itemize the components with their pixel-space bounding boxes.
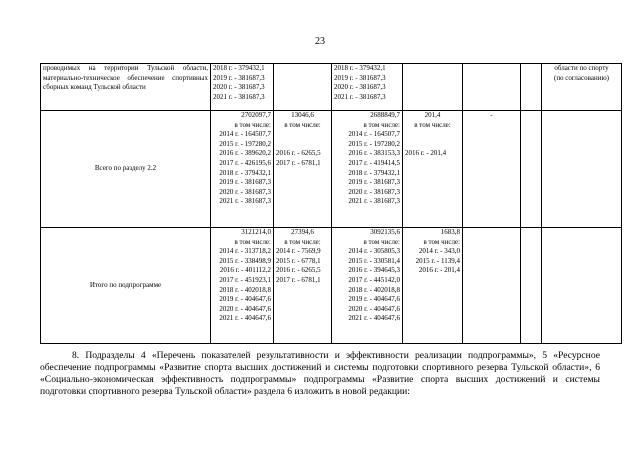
cell-line: 2017 г. - 419414,5 xyxy=(348,158,400,167)
cell-line xyxy=(276,140,329,150)
cell-line: 2016 г. - 394645,3 xyxy=(348,266,400,275)
cell-line: 2702097,7 xyxy=(241,111,271,119)
cell-line: 2018 г. - 379432,1 xyxy=(213,64,265,72)
cell-line: 2014 г. - 164507,7 xyxy=(219,130,271,139)
cell-line: в том числе: xyxy=(234,237,271,246)
cell-line: 2019 г. - 404647,6 xyxy=(219,295,271,304)
total-cell xyxy=(211,111,274,228)
cell-line: 2021 г. - 381687,3 xyxy=(334,92,386,101)
regional-cell xyxy=(332,228,403,344)
cell-line: 2019 г. - 381687,3 xyxy=(219,178,271,187)
cell-line: 2015 г. - 330581,4 xyxy=(348,256,400,265)
cell-line: 2016 г. - 6265,5 xyxy=(276,266,321,275)
cell-line: 2017 г. - 6781,1 xyxy=(276,275,321,284)
cell-line: 2017 г. - 445142,0 xyxy=(348,275,400,284)
narrow-cell xyxy=(521,64,542,111)
federal-cell xyxy=(274,228,332,344)
cell-line: 2014 г. - 164507,7 xyxy=(348,130,400,139)
extra-cell xyxy=(463,111,521,228)
cell-line: 2020 г. - 381687,3 xyxy=(213,83,265,92)
table-row xyxy=(41,228,622,344)
cell-line: 2015 г. - 338498,9 xyxy=(219,256,271,265)
narrow-cell xyxy=(521,228,542,344)
narrow-cell xyxy=(521,111,542,228)
cell-line: 1683,8 xyxy=(440,228,460,236)
cell-line: области по спорту xyxy=(554,64,609,72)
cell-line: 2020 г. - 404647,6 xyxy=(219,304,271,313)
cell-line: 2018 г. - 402018,8 xyxy=(219,285,271,294)
cell-line: 2017 г. - 451923,1 xyxy=(219,275,271,284)
cell-line: 2018 г. - 379432,1 xyxy=(219,168,271,177)
cell-line: 2016 г. - 6265,5 xyxy=(276,149,321,158)
cell-line: в том числе: xyxy=(423,237,460,246)
row-name: Итого по подпрограмме xyxy=(41,228,211,344)
cell-line: (по согласованию) xyxy=(553,73,610,82)
cell-line: 2015 г. - 197280,2 xyxy=(348,139,400,148)
cell-line: 2021 г. - 381687,3 xyxy=(213,92,265,101)
budget-table xyxy=(40,63,622,344)
cell-line: 2018 г. - 379432,1 xyxy=(348,168,400,177)
cell-line: 2020 г. - 381687,3 xyxy=(348,187,400,196)
cell-line xyxy=(405,130,460,140)
cell-line: 2016 г. - 383153,3 xyxy=(348,149,400,158)
row-name: Всего по разделу 2.2 xyxy=(41,111,211,228)
cell-line: 2015 г. - 197280,2 xyxy=(219,139,271,148)
cell-line: 2021 г. - 381687,3 xyxy=(348,197,400,206)
table-row xyxy=(41,64,622,111)
local-cell xyxy=(403,64,463,111)
cell-line: 2017 г. - 6781,1 xyxy=(276,158,321,167)
total-cell xyxy=(211,64,274,111)
cell-line: 2021 г. - 404647,6 xyxy=(219,314,271,323)
row-name: проводимых на территории Тульской области, материально-техническое обеспечение спортивных сборных команд Тульской области xyxy=(41,64,211,111)
executor-cell xyxy=(542,111,622,228)
cell-line: в том числе: xyxy=(284,120,321,129)
cell-line: 2019 г. - 404647,6 xyxy=(348,295,400,304)
cell-line: 3121214,0 xyxy=(241,228,271,236)
executor-cell xyxy=(542,228,622,344)
body-paragraph: 8. Подразделы 4 «Перечень показателей результативности и эффективности реализации подпрограммы», 5 «Ресурсное обеспечение подпрограммы «Развитие спорта высших достижений и системы подготовки спортивного резерва Тульской области», 6 «Социально-экономическая эффективность подпрограммы» подпрограммы «Развитие спорта высших достижений и системы подготовки спортивного резерва Тульской области» раздела 6 изложить в новой редакции: xyxy=(40,350,600,397)
cell-line: 2015 г. - 1139,4 xyxy=(415,256,460,265)
extra-cell xyxy=(463,64,521,111)
cell-line: 27394,6 xyxy=(291,228,314,236)
local-cell xyxy=(403,228,463,344)
cell-line: 2014 г. - 343,0 xyxy=(418,247,460,256)
cell-line: 2688849,7 xyxy=(370,111,400,119)
regional-cell xyxy=(332,64,403,111)
cell-line: 2014 г. - 7569,9 xyxy=(276,247,321,256)
cell-line: 2019 г. - 381687,3 xyxy=(213,73,265,82)
cell-line: 2019 г. - 381687,3 xyxy=(348,178,400,187)
extra-cell xyxy=(463,228,521,344)
cell-line: 2016 г. - 201,4 xyxy=(405,149,447,158)
cell-line xyxy=(405,140,460,150)
cell-line: - xyxy=(490,111,493,119)
cell-line: 2016 г. - 401112,2 xyxy=(219,266,271,275)
cell-line: в том числе: xyxy=(363,237,400,246)
cell-line: 2016 г. - 201,4 xyxy=(418,266,460,275)
cell-line xyxy=(276,130,329,140)
cell-line: 2018 г. - 379432,1 xyxy=(334,64,386,72)
total-cell xyxy=(211,228,274,344)
cell-line: 201,4 xyxy=(424,111,441,119)
cell-line: 2021 г. - 404647,6 xyxy=(348,314,400,323)
federal-cell xyxy=(274,111,332,228)
cell-line: 13046,6 xyxy=(291,111,314,119)
cell-line: 2019 г. - 381687,3 xyxy=(334,73,386,82)
cell-line: в том числе: xyxy=(414,120,451,129)
cell-line: 3092135,6 xyxy=(370,228,400,236)
cell-line: 2014 г. - 305805,3 xyxy=(348,247,400,256)
regional-cell xyxy=(332,111,403,228)
cell-line: 2017 г. - 426195,6 xyxy=(219,158,271,167)
page-number: 23 xyxy=(315,36,325,47)
cell-line: в том числе: xyxy=(284,237,321,246)
cell-line: 2020 г. - 381687,3 xyxy=(334,83,386,92)
executor-cell xyxy=(542,64,622,111)
cell-line: 2016 г. - 389620,2 xyxy=(219,149,271,158)
cell-line: 2020 г. - 381687,3 xyxy=(219,187,271,196)
local-cell xyxy=(403,111,463,228)
cell-line: в том числе: xyxy=(234,120,271,129)
cell-line: в том числе: xyxy=(363,120,400,129)
cell-line: 2018 г. - 402018,8 xyxy=(348,285,400,294)
cell-line: 2015 г. - 6778,1 xyxy=(276,256,321,265)
table-row xyxy=(41,111,622,228)
cell-line: 2020 г. - 404647,6 xyxy=(348,304,400,313)
cell-line: 2021 г. - 381687,3 xyxy=(219,197,271,206)
federal-cell xyxy=(274,64,332,111)
cell-line: 2014 г. - 313718,2 xyxy=(219,247,271,256)
